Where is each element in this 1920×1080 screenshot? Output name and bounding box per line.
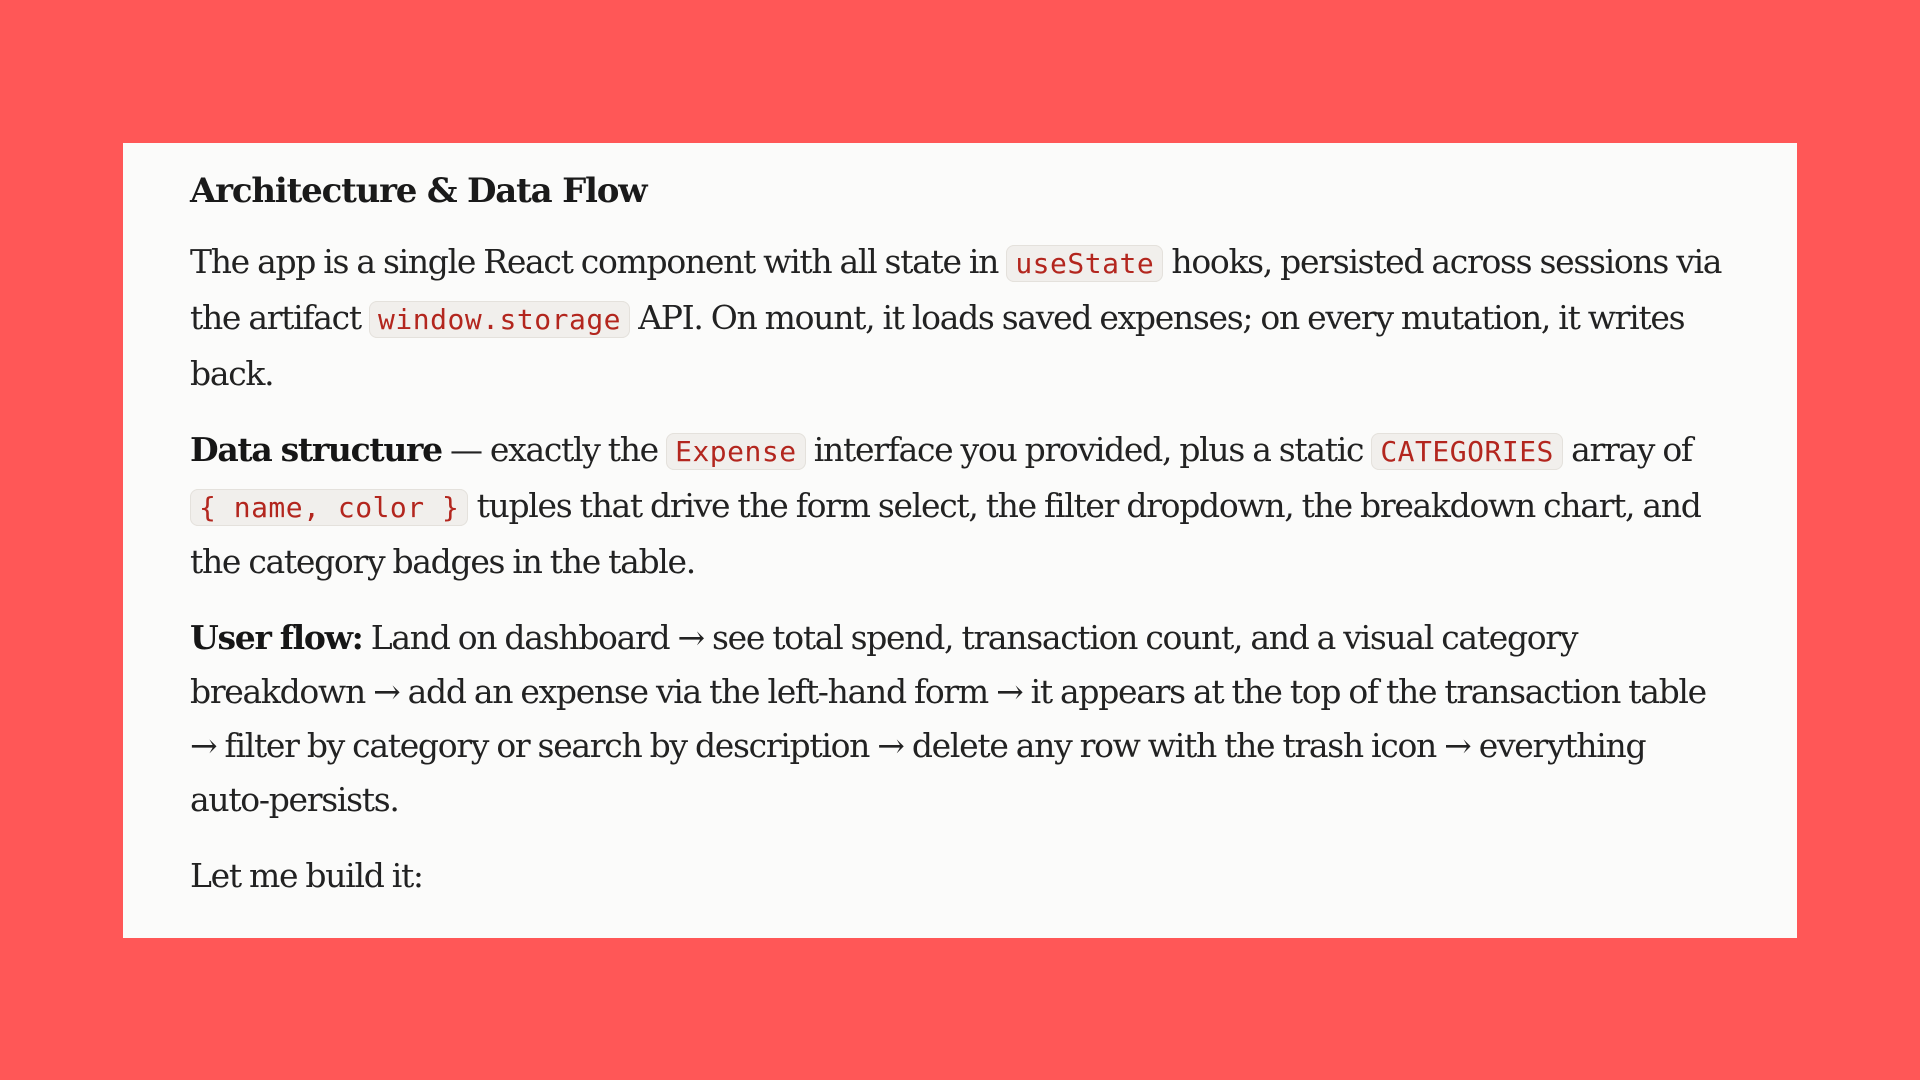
text-span: tuples that drive the form select, the filter dropdown, the breakdown chart, and the category badges in the table.: [190, 486, 1701, 581]
paragraph-user-flow: [190, 611, 1730, 827]
text-span: array of: [1562, 430, 1692, 469]
text-span: API. On mount, it loads saved expenses; on every mutation, it writes back.: [190, 298, 1685, 393]
text-span: The app is a single React component with all state in: [190, 242, 1007, 281]
inline-code-usestate: useState: [1006, 245, 1163, 282]
text-span: hooks, persisted across sessions via the artifact: [190, 242, 1722, 337]
inline-code-window-storage: window.storage: [369, 301, 630, 338]
paragraph-data-structure: [190, 423, 1730, 589]
inline-code-expense: Expense: [666, 433, 806, 470]
paragraph-architecture: [190, 235, 1730, 401]
inline-code-name-color: { name, color }: [190, 489, 468, 526]
section-heading: Architecture & Data Flow: [190, 171, 647, 211]
text-span: — exactly the: [441, 430, 667, 469]
text-span: interface you provided, plus a static: [805, 430, 1372, 469]
inline-code-categories: CATEGORIES: [1371, 433, 1563, 470]
paragraph-closing: Let me build it:: [190, 856, 423, 895]
bold-label-data-structure: Data structure: [190, 430, 442, 469]
message-card: [123, 143, 1797, 938]
bold-label-user-flow: User flow:: [190, 618, 363, 657]
text-span: Land on dashboard → see total spend, transaction count, and a visual category breakdown → add an expense via the left-hand form → it appears at the top of the transaction table → filter by category or search by description → delete any row with the trash icon → everything auto-persists.: [190, 618, 1706, 819]
